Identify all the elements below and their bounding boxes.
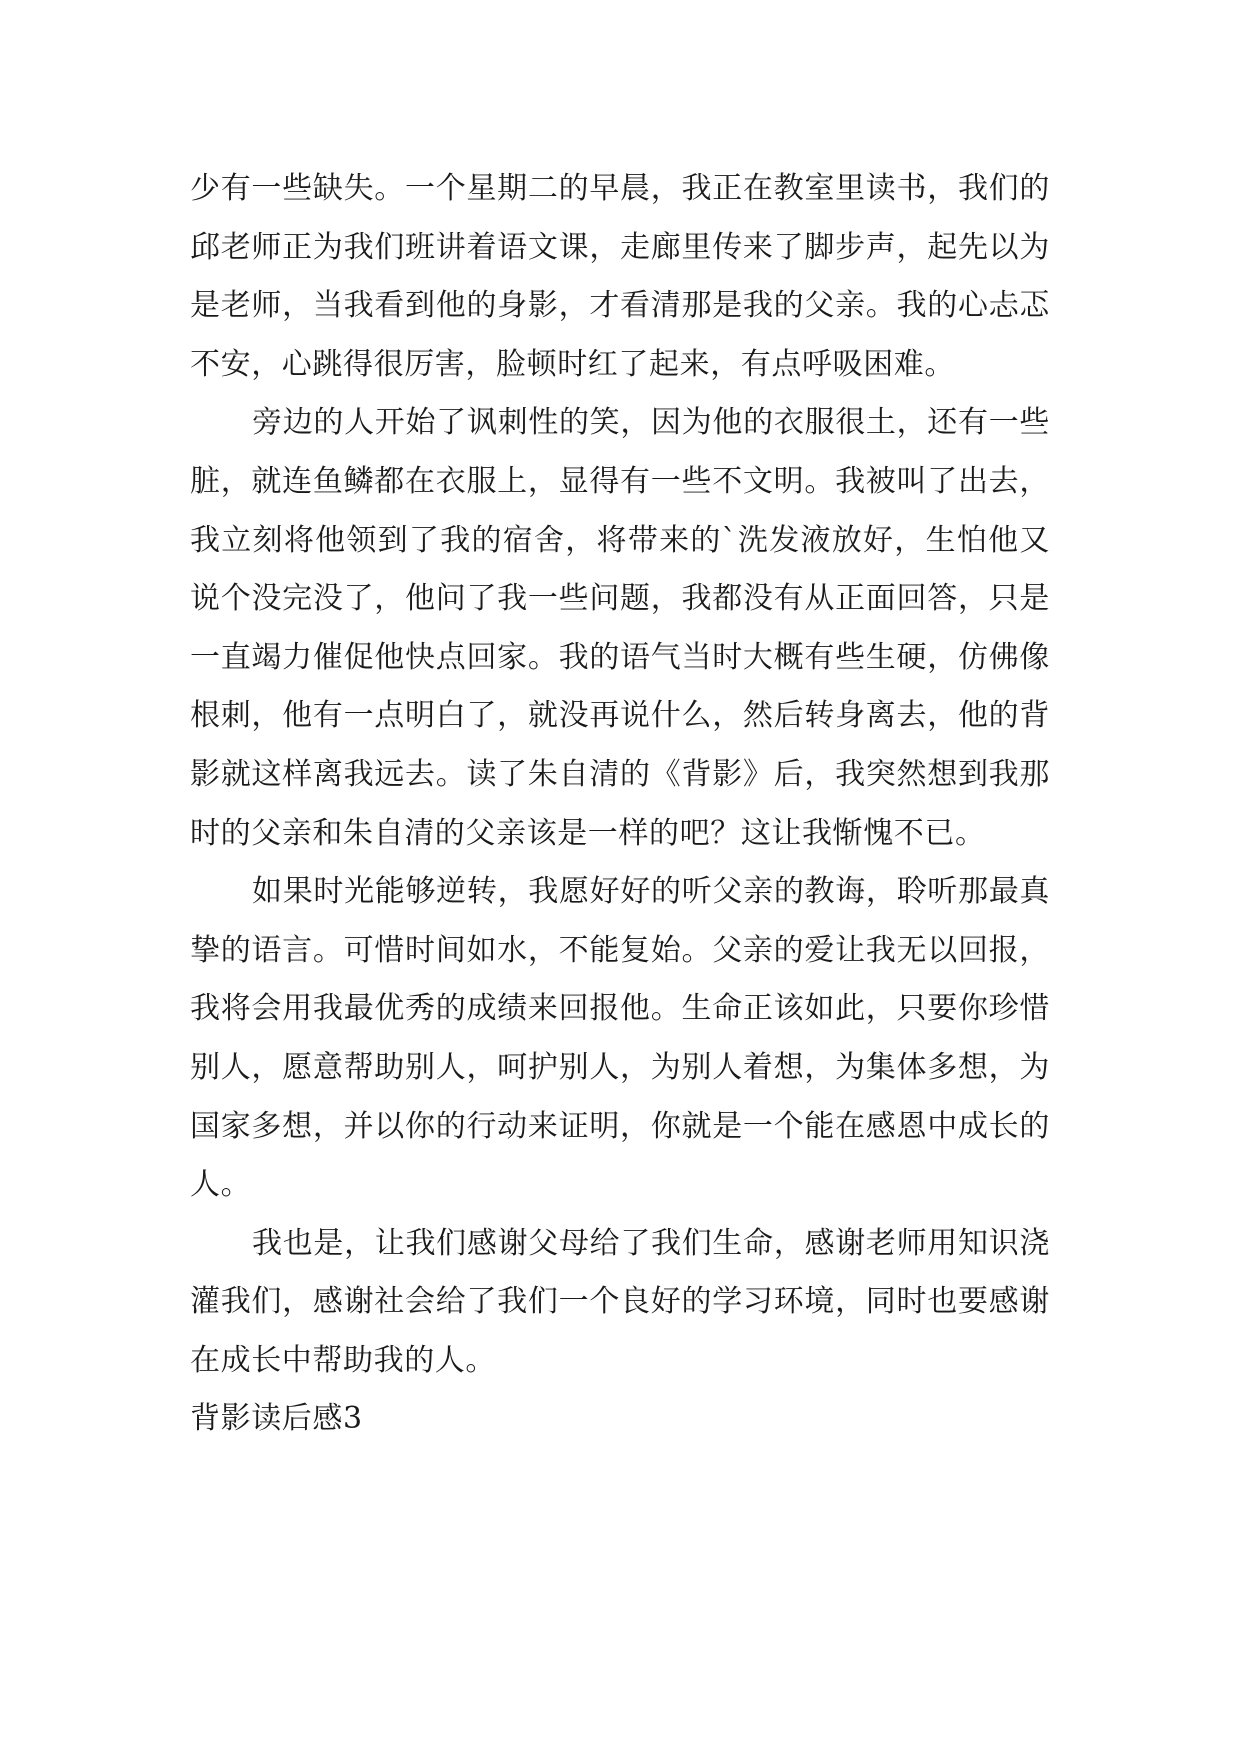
paragraph-4: 我也是，让我们感谢父母给了我们生命，感谢老师用知识浇灌我们，感谢社会给了我们一个良好的学习环境，同时也要感谢在成长中帮助我的人。 [190, 1225, 1050, 1378]
section-heading: 背影读后感3 [190, 1401, 363, 1437]
document-body [190, 160, 1050, 1449]
paragraph-1: 少有一些缺失。一个星期二的早晨，我正在教室里读书，我们的邱老师正为我们班讲着语文课，走廊里传来了脚步声，起先以为是老师，当我看到他的身影，才看清那是我的父亲。我的心忐忑不安，心跳得很厉害，脸顿时红了起来，有点呼吸困难。 [190, 171, 1050, 382]
paragraph-3: 如果时光能够逆转，我愿好好的听父亲的教诲，聆听那最真挚的语言。可惜时间如水，不能复始。父亲的爱让我无以回报，我将会用我最优秀的成绩来回报他。生命正该如此，只要你珍惜别人，愿意帮助别人，呵护别人，为别人着想，为集体多想，为国家多想，并以你的行动来证明，你就是一个能在感恩中成长的人。 [190, 874, 1050, 1203]
paragraph-2: 旁边的人开始了讽刺性的笑，因为他的衣服很土，还有一些脏，就连鱼鳞都在衣服上，显得有一些不文明。我被叫了出去，我立刻将他领到了我的宿舍，将带来的`洗发液放好，生怕他又说个没完没了，他问了我一些问题，我都没有从正面回答，只是一直竭力催促他快点回家。我的语气当时大概有些生硬，仿佛像根刺，他有一点明白了，就没再说什么，然后转身离去，他的背影就这样离我远去。读了朱自清的《背影》后，我突然想到我那时的父亲和朱自清的父亲该是一样的吧？这让我惭愧不已。 [190, 405, 1050, 851]
